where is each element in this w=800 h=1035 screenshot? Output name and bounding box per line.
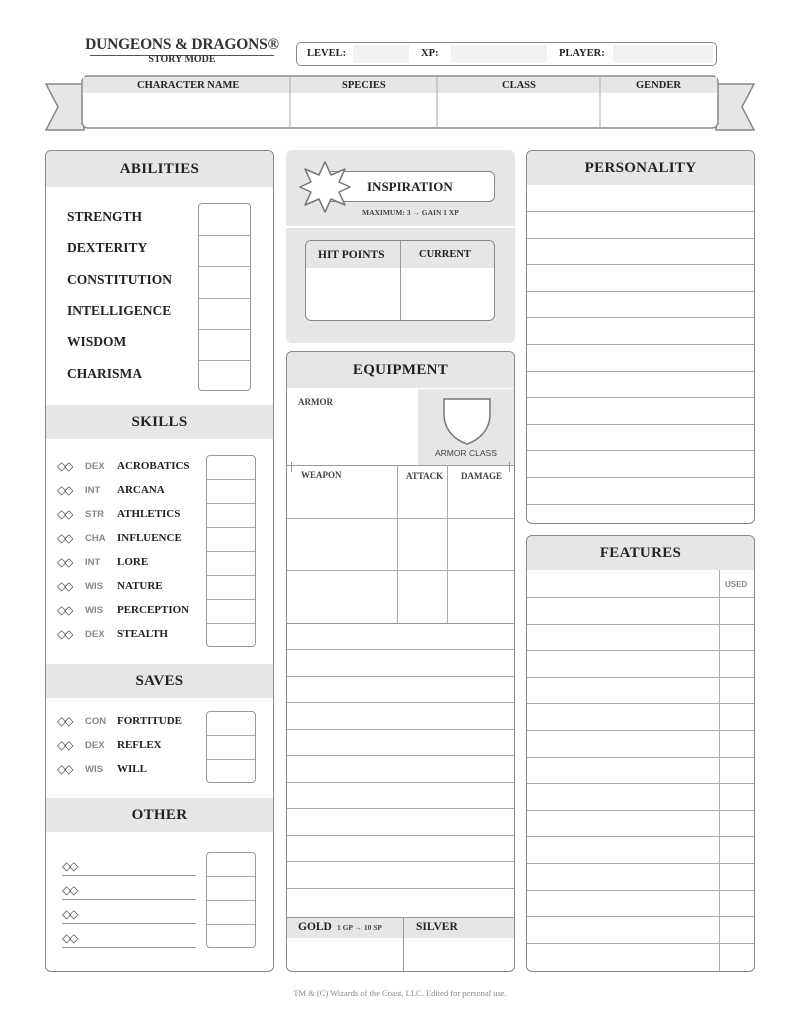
hit-points-label: HIT POINTS — [318, 249, 385, 261]
proficiency-diamonds-icon[interactable]: ◇◇ — [57, 507, 72, 521]
damage-label: DAMAGE — [461, 471, 502, 481]
equipment-header: EQUIPMENT — [287, 352, 514, 388]
ability-constitution: CONSTITUTION — [67, 272, 173, 287]
skill-athletics: ATHLETICS — [117, 508, 181, 520]
skill-score-box[interactable] — [206, 455, 256, 647]
footer-copyright: TM & (C) Wizards of the Coast, LLC. Edited for personal use. — [293, 988, 507, 998]
species-label: SPECIES — [342, 80, 386, 91]
ability-wisdom: WISDOM — [67, 334, 127, 349]
ruled-line[interactable] — [527, 730, 754, 731]
ruled-line[interactable] — [527, 863, 754, 864]
ruled-line[interactable] — [527, 291, 754, 292]
skills-header: SKILLS — [46, 405, 273, 439]
weapon-row[interactable] — [287, 571, 515, 622]
ruled-line[interactable] — [527, 371, 754, 372]
logo-title: DUNGEONS & DRAGONS® — [85, 36, 279, 53]
skill-ability-abbr: DEX — [85, 629, 105, 640]
skill-acrobatics: ACROBATICS — [117, 460, 190, 472]
skill-ability-abbr: WIS — [85, 581, 103, 592]
ruled-line[interactable] — [527, 836, 754, 837]
skill-stealth: STEALTH — [117, 628, 168, 640]
other-line[interactable] — [62, 947, 196, 948]
class-label: CLASS — [502, 80, 536, 91]
skill-perception: PERCEPTION — [117, 604, 190, 616]
inventory-line[interactable] — [287, 676, 514, 677]
inventory-line[interactable] — [287, 649, 514, 650]
silver-field[interactable] — [405, 939, 515, 972]
skill-ability-abbr: INT — [85, 485, 101, 496]
ruled-line[interactable] — [527, 890, 754, 891]
player-field[interactable] — [613, 45, 713, 63]
used-column-divider — [719, 570, 720, 971]
ruled-line[interactable] — [527, 757, 754, 758]
ruled-line[interactable] — [527, 916, 754, 917]
personality-header: PERSONALITY — [527, 151, 754, 185]
class-field[interactable] — [438, 94, 598, 128]
ruled-line[interactable] — [527, 317, 754, 318]
ruled-line[interactable] — [527, 624, 754, 625]
gender-label: GENDER — [636, 80, 681, 91]
inventory-line[interactable] — [287, 702, 514, 703]
proficiency-diamonds-icon[interactable]: ◇◇ — [57, 459, 72, 473]
level-field[interactable] — [353, 45, 409, 63]
skill-arcana: ARCANA — [117, 484, 165, 496]
other-score-box[interactable] — [206, 852, 256, 948]
ruled-line[interactable] — [527, 703, 754, 704]
skill-nature: NATURE — [117, 580, 163, 592]
ability-strength: STRENGTH — [67, 209, 143, 224]
shield-icon[interactable] — [441, 396, 493, 446]
ability-intelligence: INTELLIGENCE — [67, 303, 172, 318]
proficiency-diamonds-icon[interactable]: ◇◇ — [62, 859, 77, 873]
weapon-row[interactable] — [287, 519, 515, 570]
max-hp-field[interactable] — [306, 269, 399, 321]
proficiency-diamonds-icon[interactable]: ◇◇ — [62, 907, 77, 921]
gold-label: GOLD — [298, 921, 332, 933]
proficiency-diamonds-icon[interactable]: ◇◇ — [57, 714, 72, 728]
proficiency-diamonds-icon[interactable]: ◇◇ — [57, 603, 72, 617]
proficiency-diamonds-icon[interactable]: ◇◇ — [62, 883, 77, 897]
ruled-line[interactable] — [527, 597, 754, 598]
ruled-line[interactable] — [527, 650, 754, 651]
inventory-line[interactable] — [287, 861, 514, 862]
personality-panel — [526, 150, 755, 524]
skill-ability-abbr: INT — [85, 557, 101, 568]
save-score-box[interactable] — [206, 711, 256, 783]
skill-ability-abbr: WIS — [85, 605, 103, 616]
level-label: LEVEL: — [307, 48, 347, 59]
weapon-row[interactable] — [287, 484, 515, 518]
inventory-line[interactable] — [287, 888, 514, 889]
ruled-line[interactable] — [527, 264, 754, 265]
attack-label: ATTACK — [406, 471, 444, 481]
silver-label: SILVER — [416, 921, 458, 933]
armor-field[interactable] — [287, 389, 418, 465]
ability-score-box[interactable] — [198, 203, 251, 391]
proficiency-diamonds-icon[interactable]: ◇◇ — [57, 738, 72, 752]
ruled-line[interactable] — [527, 450, 754, 451]
logo — [84, 36, 280, 68]
ability-dexterity: DEXTERITY — [67, 240, 148, 255]
features-panel — [526, 535, 755, 972]
hit-points-box — [305, 240, 495, 321]
species-field[interactable] — [291, 94, 436, 128]
ruled-line[interactable] — [527, 783, 754, 784]
character-name-label: CHARACTER NAME — [137, 80, 240, 91]
saves-header: SAVES — [46, 664, 273, 698]
ruled-line[interactable] — [527, 504, 754, 505]
top-info-bar — [296, 42, 717, 66]
inventory-line[interactable] — [287, 782, 514, 783]
save-will: WILL — [117, 763, 147, 775]
save-ability-abbr: CON — [85, 716, 107, 727]
current-hp-field[interactable] — [402, 269, 495, 321]
abilities-header: ABILITIES — [46, 151, 273, 187]
character-name-field[interactable] — [84, 94, 288, 128]
gold-note: 1 GP → 10 SP — [337, 923, 383, 932]
inventory-line[interactable] — [287, 729, 514, 730]
ruled-line[interactable] — [527, 397, 754, 398]
ruled-line[interactable] — [527, 211, 754, 212]
skill-ability-abbr: STR — [85, 509, 104, 520]
left-column-panel — [45, 150, 274, 972]
ruled-line[interactable] — [527, 424, 754, 425]
ruled-line[interactable] — [527, 238, 754, 239]
armor-label: ARMOR — [298, 397, 333, 407]
proficiency-diamonds-icon[interactable]: ◇◇ — [57, 483, 72, 497]
inventory-line[interactable] — [287, 755, 514, 756]
ruled-line[interactable] — [527, 810, 754, 811]
star-icon[interactable] — [298, 160, 352, 214]
save-ability-abbr: DEX — [85, 740, 105, 751]
skill-ability-abbr: DEX — [85, 461, 105, 472]
equipment-panel — [286, 351, 515, 972]
ruled-line[interactable] — [527, 943, 754, 944]
save-fortitude: FORTITUDE — [117, 715, 183, 727]
ruled-line[interactable] — [527, 344, 754, 345]
weapon-label: WEAPON — [301, 470, 342, 480]
proficiency-diamonds-icon[interactable]: ◇◇ — [57, 555, 72, 569]
proficiency-diamonds-icon[interactable]: ◇◇ — [57, 531, 72, 545]
ruled-line[interactable] — [527, 677, 754, 678]
inspiration-note: MAXIMUM: 3 → GAIN 1 XP — [362, 208, 459, 217]
player-label: PLAYER: — [559, 48, 605, 59]
save-reflex: REFLEX — [117, 739, 162, 751]
skill-lore: LORE — [117, 556, 149, 568]
inspiration-label: INSPIRATION — [367, 179, 453, 194]
used-label: USED — [725, 580, 748, 589]
other-line[interactable] — [62, 923, 196, 924]
proficiency-diamonds-icon[interactable]: ◇◇ — [57, 579, 72, 593]
ruled-line[interactable] — [527, 477, 754, 478]
inventory-line[interactable] — [287, 808, 514, 809]
features-header: FEATURES — [527, 536, 754, 570]
proficiency-diamonds-icon[interactable]: ◇◇ — [57, 627, 72, 641]
other-line[interactable] — [62, 875, 196, 876]
inventory-line[interactable] — [287, 835, 514, 836]
gender-field[interactable] — [601, 94, 716, 128]
other-line[interactable] — [62, 899, 196, 900]
gold-field[interactable] — [287, 939, 402, 972]
proficiency-diamonds-icon[interactable]: ◇◇ — [57, 762, 72, 776]
ability-charisma: CHARISMA — [67, 366, 143, 381]
logo-subtitle: STORY MODE — [148, 54, 216, 65]
xp-label: XP: — [421, 48, 439, 59]
skill-ability-abbr: CHA — [85, 533, 106, 544]
other-header: OTHER — [46, 798, 273, 832]
armor-class-label: ARMOR CLASS — [435, 448, 497, 458]
proficiency-diamonds-icon[interactable]: ◇◇ — [62, 931, 77, 945]
skill-influence: INFLUENCE — [117, 532, 182, 544]
xp-field[interactable] — [451, 45, 547, 63]
save-ability-abbr: WIS — [85, 764, 103, 775]
current-hp-label: CURRENT — [419, 249, 471, 260]
